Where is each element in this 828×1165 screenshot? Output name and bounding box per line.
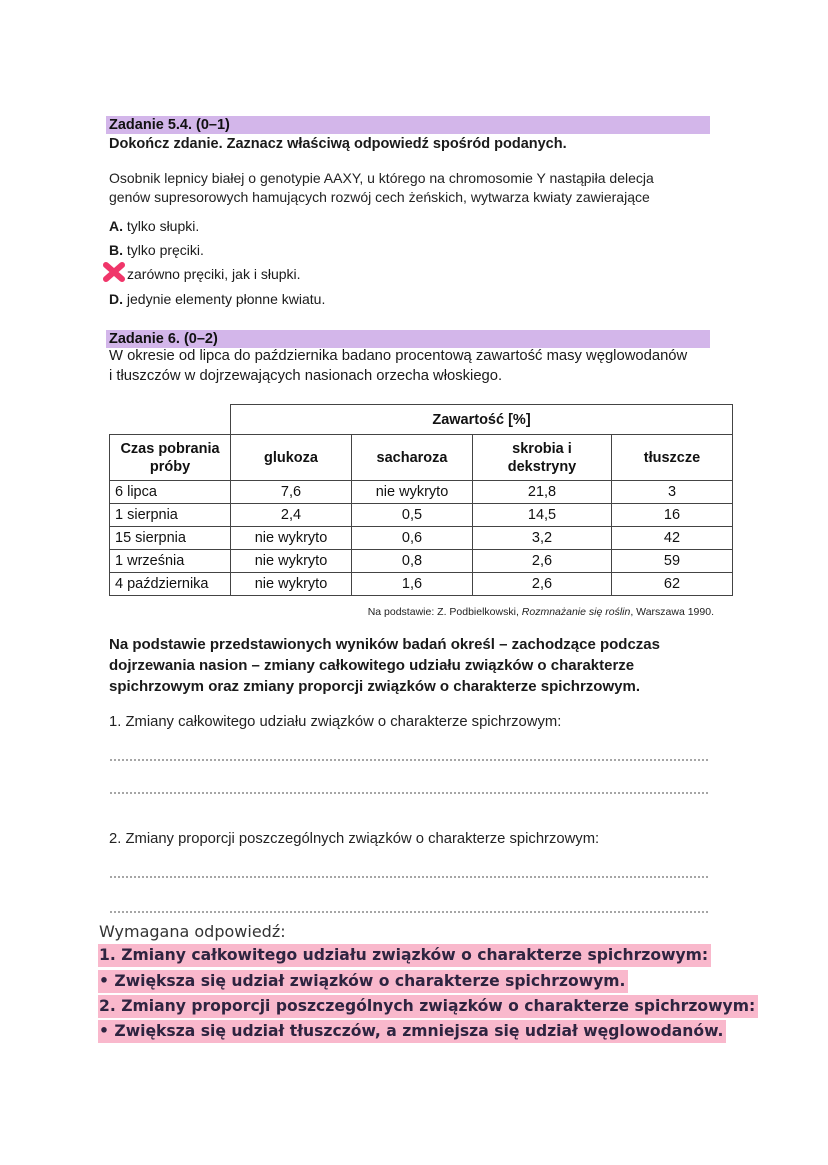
task-5-4-title: Zadanie 5.4. (0–1) [109, 117, 230, 133]
cross-mark-icon [103, 262, 125, 282]
option-b-text: tylko pręciki. [126, 242, 204, 258]
source-suffix: , Warszawa 1990. [630, 606, 714, 618]
table-group-header: Zawartość [%] [231, 405, 733, 435]
table-source-note [368, 606, 714, 618]
option-c-text: zarówno pręciki, jak i słupki. [127, 266, 301, 282]
option-d-text: jedynie elementy płonne kwiatu. [126, 291, 326, 307]
table-row [110, 481, 733, 504]
task-6-intro-line2: i tłuszczów w dojrzewających nasionach orzecha włoskiego. [109, 368, 503, 384]
task-5-4-stem-line2: genów supresorowych hamujących rozwój cech żeńskich, wytwarza kwiaty zawierające [109, 189, 650, 205]
table-cell: 0,6 [352, 527, 473, 550]
option-c[interactable] [127, 265, 301, 283]
table-cell: 0,8 [352, 550, 473, 573]
table-cell: 42 [612, 527, 733, 550]
table-corner-empty [110, 405, 231, 435]
table-cell-time: 1 września [110, 550, 231, 573]
table-cell: 3,2 [473, 527, 612, 550]
table-col-header: glukoza [231, 435, 352, 481]
table-cell: 3 [612, 481, 733, 504]
table-row [110, 573, 733, 596]
question-line3: spichrzowym oraz zmiany proporcji związków o charakterze spichrzowym. [109, 678, 640, 695]
option-b-letter: B. [109, 242, 123, 258]
option-d-letter: D. [109, 291, 123, 307]
answer-line-2: • Zwiększa się udział związków o charakterze spichrzowym. [98, 970, 628, 993]
data-table [109, 404, 733, 596]
answer-line-2b[interactable] [109, 911, 709, 913]
task-5-4-instruction: Dokończ zdanie. Zaznacz właściwą odpowiedź spośród podanych. [109, 136, 567, 152]
question-line2: dojrzewania nasion – zmiany całkowitego udziału związków o charakterze [109, 657, 635, 674]
option-a-letter: A. [109, 218, 123, 234]
task-6-intro-line1: W okresie od lipca do października badano procentową zawartość masy węglowodanów [109, 348, 688, 364]
table-cell: 14,5 [473, 504, 612, 527]
answer-line-1a[interactable] [109, 759, 709, 761]
table-cell: 2,6 [473, 550, 612, 573]
table-cell: 2,6 [473, 573, 612, 596]
option-b[interactable] [109, 241, 204, 259]
table-row [110, 527, 733, 550]
table-col-header: skrobia i dekstryny [473, 435, 612, 481]
table-col-header: tłuszcze [612, 435, 733, 481]
table-cell: nie wykryto [231, 527, 352, 550]
table-col-header: sacharoza [352, 435, 473, 481]
table-cell: 1,6 [352, 573, 473, 596]
task-5-4-stem-line1: Osobnik lepnicy białej o genotypie AAXY, u którego na chromosomie Y nastąpiła delecja [109, 170, 654, 186]
table-cell-time: 4 października [110, 573, 231, 596]
table-cell-time: 15 sierpnia [110, 527, 231, 550]
option-d[interactable] [109, 290, 325, 308]
answer-line-1: 1. Zmiany całkowitego udziału związków o charakterze spichrzowym: [98, 944, 711, 967]
answer-line-1b[interactable] [109, 792, 709, 794]
table-cell: 21,8 [473, 481, 612, 504]
task-6-title: Zadanie 6. (0–2) [109, 331, 218, 347]
table-cell: nie wykryto [352, 481, 473, 504]
answer-line-2a[interactable] [109, 876, 709, 878]
table-row-header: Czas pobrania próby [110, 435, 231, 481]
source-title: Rozmnażanie się roślin [521, 606, 631, 618]
source-prefix: Na podstawie: Z. Podbielkowski, [367, 606, 522, 618]
option-a-text: tylko słupki. [126, 218, 200, 234]
table-cell: 7,6 [231, 481, 352, 504]
part1-label: 1. Zmiany całkowitego udziału związków o charakterze spichrzowym: [109, 714, 562, 730]
table-cell: nie wykryto [231, 573, 352, 596]
question-line1: Na podstawie przedstawionych wyników badań określ – zachodzące podczas [109, 636, 660, 653]
part2-label: 2. Zmiany proporcji poszczególnych związków o charakterze spichrzowym: [109, 831, 600, 847]
table-cell: 16 [612, 504, 733, 527]
table-cell: 62 [612, 573, 733, 596]
table-cell: 0,5 [352, 504, 473, 527]
required-answer-label: Wymagana odpowiedź: [99, 922, 286, 941]
table-cell-time: 1 sierpnia [110, 504, 231, 527]
table-cell-time: 6 lipca [110, 481, 231, 504]
table-cell: 2,4 [231, 504, 352, 527]
table-cell: 59 [612, 550, 733, 573]
option-a[interactable] [109, 217, 199, 235]
table-row [110, 504, 733, 527]
table-cell: nie wykryto [231, 550, 352, 573]
answer-line-3: 2. Zmiany proporcji poszczególnych związków o charakterze spichrzowym: [98, 995, 758, 1018]
answer-line-4: • Zwiększa się udział tłuszczów, a zmniejsza się udział węglowodanów. [98, 1020, 726, 1043]
table-row [110, 550, 733, 573]
